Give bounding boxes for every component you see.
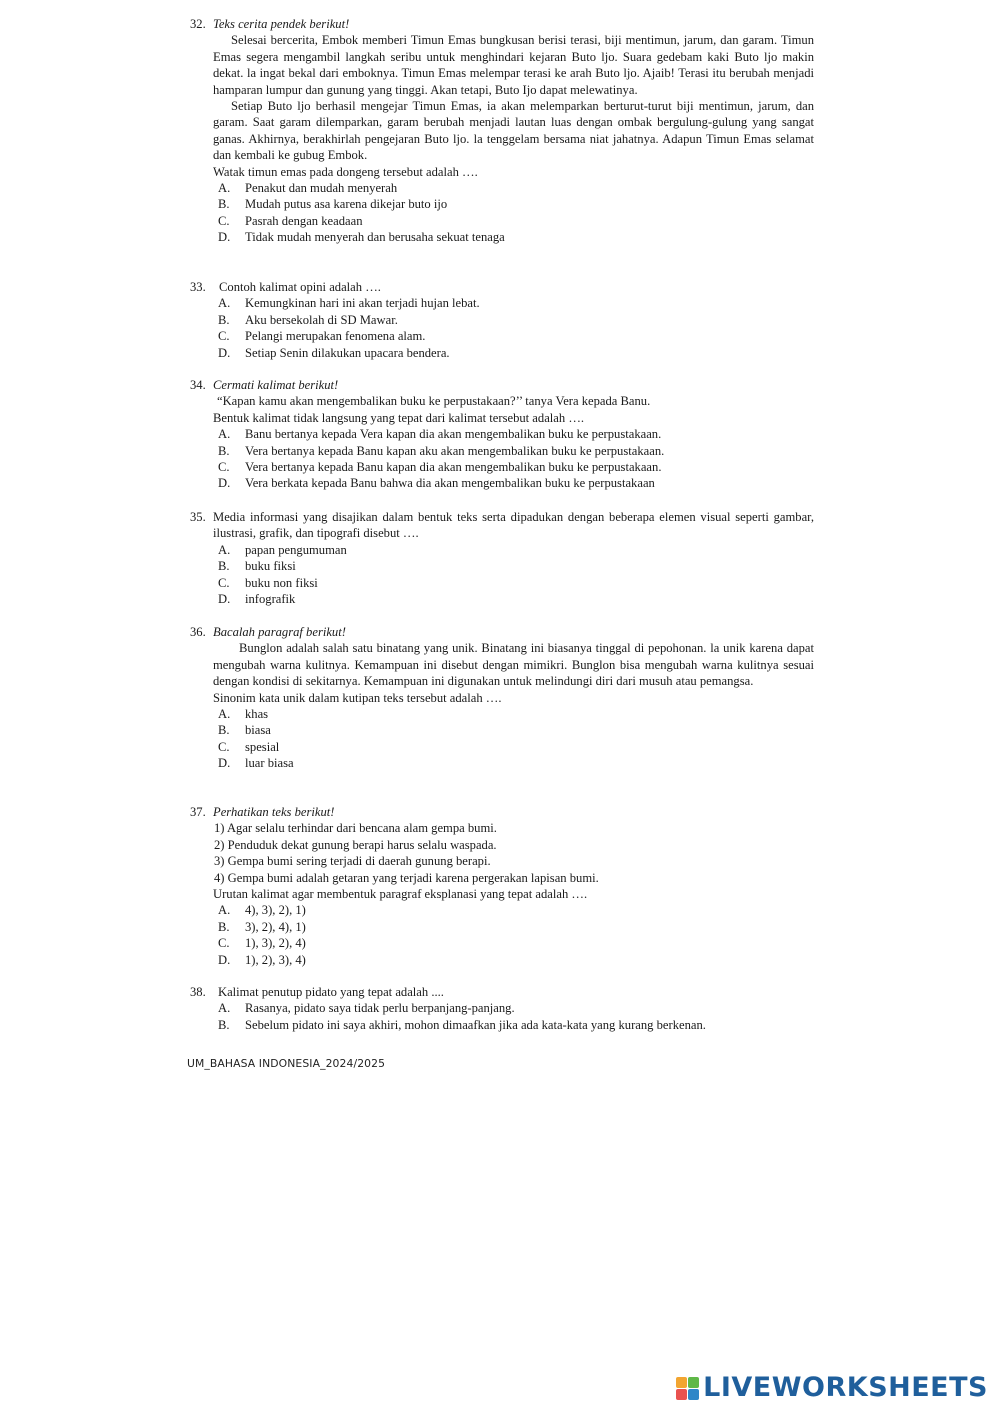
answer-option-a[interactable] <box>218 180 814 196</box>
option-text: Tidak mudah menyerah dan berusaha sekuat tenaga <box>245 230 505 245</box>
answer-option-b[interactable] <box>218 558 814 574</box>
option-letter: C. <box>218 329 230 344</box>
answer-option-a[interactable] <box>218 1000 814 1016</box>
option-letter: D. <box>218 592 231 607</box>
answer-option-b[interactable] <box>218 443 814 459</box>
option-text: Vera bertanya kepada Banu kapan dia akan mengembalikan buku ke perpustakaan. <box>245 460 662 475</box>
option-letter: D. <box>218 756 231 771</box>
story-paragraph-2: Setiap Buto ljo berhasil mengejar Timun Emas, ia akan melemparkan berturut-turut biji mentimun, jarum, dan garam. Saat garam dilemparkan, garam berubah menjadi lautan luas dengan ombak bergulung-gulung yang sangat ganas. Akhirnya, berakhirlah pengejaran Buto ljo. la tenggelam bersama niat jahatnya. Adapun Timun Emas selamat dan kembali ke gubug Embok. <box>213 99 814 163</box>
question-35 <box>190 509 814 607</box>
answer-option-d[interactable] <box>218 345 814 361</box>
answer-option-a[interactable] <box>218 426 814 442</box>
answer-options <box>218 1000 814 1033</box>
question-number: 33. <box>190 280 206 294</box>
question-instruction: Bacalah paragraf berikut! <box>213 625 346 639</box>
answer-option-c[interactable] <box>218 328 814 344</box>
option-text: papan pengumuman <box>245 542 347 557</box>
option-letter: B. <box>218 312 230 327</box>
answer-option-b[interactable] <box>218 312 814 328</box>
question-37-body <box>190 820 814 902</box>
answer-options <box>218 542 814 608</box>
answer-option-b[interactable] <box>218 919 814 935</box>
option-letter: B. <box>218 559 230 574</box>
sentence-item: 1) Agar selalu terhindar dari bencana alam gempa bumi. <box>214 821 497 836</box>
story-paragraph-1: Selesai bercerita, Embok memberi Timun Emas bungkusan berisi terasi, biji mentimun, jarum, dan garam. Timun Emas segera mengambil langkah seribu untuk menghindari kejaran Buto ljo. Suara gedebam kaki Buto ljo makin dekat. la ingat bekal dari emboknya. Timun Emas melempar terasi ke arah Buto ljo. Ajaib! Terasi itu berubah menjadi hamparan lumpur dan gunung yang tinggi. Akan tetapi, Buto Ijo dapat melewatinya. <box>213 33 814 97</box>
option-text: buku non fiksi <box>245 575 318 590</box>
question-33 <box>190 279 814 361</box>
option-letter: C. <box>218 213 230 228</box>
liveworksheets-logo <box>676 1372 988 1404</box>
option-text: buku fiksi <box>245 559 296 574</box>
question-32 <box>190 16 814 246</box>
option-text: Vera bertanya kepada Banu kapan aku akan mengembalikan buku ke perpustakaan. <box>245 443 665 458</box>
sentence-item: 3) Gempa bumi sering terjadi di daerah gunung berapi. <box>214 854 491 869</box>
question-36-body <box>190 640 814 706</box>
answer-option-a[interactable] <box>218 902 814 918</box>
option-text: Pasrah dengan keadaan <box>245 213 363 228</box>
question-text: Kalimat penutup pidato yang tepat adalah .... <box>218 985 444 999</box>
question-36-header <box>190 624 814 640</box>
question-34 <box>190 377 814 492</box>
liveworksheets-tiles-icon <box>676 1377 699 1400</box>
question-37-header <box>190 804 814 820</box>
answer-options <box>218 180 814 246</box>
document-footer: UM_BAHASA INDONESIA_2024/2025 <box>187 1057 386 1070</box>
question-number: 32. <box>190 17 206 31</box>
question-33-header <box>190 279 814 295</box>
option-letter: D. <box>218 345 231 360</box>
question-36 <box>190 624 814 772</box>
option-text: Aku bersekolah di SD Mawar. <box>245 312 398 327</box>
option-letter: B. <box>218 197 230 212</box>
sentence-item: 2) Penduduk dekat gunung berapi harus selalu waspada. <box>214 837 497 852</box>
logo-tile <box>688 1377 699 1388</box>
answer-option-d[interactable] <box>218 475 814 491</box>
question-34-body <box>190 393 814 426</box>
quoted-sentence: “Kapan kamu akan mengembalikan buku ke perpustakaan?’’ tanya Vera kepada Banu. <box>217 394 651 409</box>
option-text: khas <box>245 707 269 722</box>
answer-options <box>218 902 814 968</box>
answer-option-c[interactable] <box>218 459 814 475</box>
question-number: 38. <box>190 985 206 999</box>
option-letter: B. <box>218 723 230 738</box>
option-text: biasa <box>245 723 271 738</box>
option-text: 1), 2), 3), 4) <box>245 952 306 967</box>
question-38 <box>190 984 814 1033</box>
answer-option-a[interactable] <box>218 295 814 311</box>
question-instruction: Teks cerita pendek berikut! <box>213 17 350 31</box>
option-letter: A. <box>218 707 231 722</box>
question-text: Watak timun emas pada dongeng tersebut adalah …. <box>213 164 478 179</box>
logo-tile <box>676 1389 687 1400</box>
answer-option-d[interactable] <box>218 755 814 771</box>
question-37 <box>190 804 814 968</box>
option-letter: A. <box>218 542 231 557</box>
option-letter: C. <box>218 936 230 951</box>
question-instruction: Cermati kalimat berikut! <box>213 378 339 392</box>
option-text: Setiap Senin dilakukan upacara bendera. <box>245 345 450 360</box>
question-number: 34. <box>190 378 206 392</box>
question-34-header <box>190 377 814 393</box>
option-letter: C. <box>218 460 230 475</box>
answer-options <box>218 295 814 361</box>
answer-option-d[interactable] <box>218 952 814 968</box>
option-text: 4), 3), 2), 1) <box>245 903 306 918</box>
option-text: Penakut dan mudah menyerah <box>245 181 398 196</box>
question-text: Sinonim kata unik dalam kutipan teks tersebut adalah …. <box>213 690 502 705</box>
logo-tile <box>676 1377 687 1388</box>
option-letter: C. <box>218 575 230 590</box>
option-text: Kemungkinan hari ini akan terjadi hujan lebat. <box>245 296 480 311</box>
question-number: 37. <box>190 805 206 819</box>
question-32-header <box>190 16 814 32</box>
question-38-header <box>190 984 814 1000</box>
option-text: Vera berkata kepada Banu bahwa dia akan mengembalikan buku ke perpustakaan <box>245 476 655 491</box>
question-32-body <box>190 32 814 180</box>
option-text: Rasanya, pidato saya tidak perlu berpanjang-panjang. <box>245 1001 515 1016</box>
option-text: spesial <box>245 739 280 754</box>
question-text: Contoh kalimat opini adalah …. <box>219 280 381 294</box>
answer-option-a[interactable] <box>218 706 814 722</box>
question-text: Media informasi yang disajikan dalam bentuk teks serta dipadukan dengan beberapa elemen visual seperti gambar, ilustrasi, grafik, dan tipografi disebut …. <box>213 510 814 541</box>
answer-option-c[interactable] <box>218 213 814 229</box>
answer-option-b[interactable] <box>218 1017 753 1033</box>
option-letter: B. <box>218 919 230 934</box>
question-text: Urutan kalimat agar membentuk paragraf eksplanasi yang tepat adalah …. <box>213 887 588 902</box>
question-35-header <box>190 509 814 542</box>
option-letter: B. <box>218 1017 230 1032</box>
answer-option-c[interactable] <box>218 575 814 591</box>
question-instruction: Perhatikan teks berikut! <box>213 805 335 819</box>
answer-option-c[interactable] <box>218 739 814 755</box>
answer-option-d[interactable] <box>218 229 814 245</box>
option-letter: D. <box>218 952 231 967</box>
option-letter: B. <box>218 443 230 458</box>
sentence-list <box>214 820 814 886</box>
option-letter: A. <box>218 296 231 311</box>
option-letter: A. <box>218 903 231 918</box>
option-letter: D. <box>218 230 231 245</box>
option-letter: D. <box>218 476 231 491</box>
option-text: Sebelum pidato ini saya akhiri, mohon dimaafkan jika ada kata-kata yang kurang berkenan. <box>245 1017 706 1032</box>
question-number: 35. <box>190 510 206 524</box>
option-text: luar biasa <box>245 756 294 771</box>
logo-tile <box>688 1389 699 1400</box>
option-letter: A. <box>218 1001 231 1016</box>
answer-options <box>218 426 814 492</box>
option-text: Pelangi merupakan fenomena alam. <box>245 329 426 344</box>
answer-option-a[interactable] <box>218 542 814 558</box>
option-text: infografik <box>245 592 296 607</box>
option-text: 1), 3), 2), 4) <box>245 936 306 951</box>
sentence-item: 4) Gempa bumi adalah getaran yang terjadi karena pergerakan lapisan bumi. <box>214 870 599 885</box>
reading-paragraph: Bunglon adalah salah satu binatang yang unik. Binatang ini biasanya tinggal di pepohonan. la unik karena dapat mengubah warna kulitnya. Kemampuan ini disebut dengan mimikri. Bunglon bisa mengubah warna kulitnya sesuai dengan kondisi di sekitarnya. Kemampuan ini digunakan untuk melindungi diri dari musuh atau pemangsa. <box>213 641 814 689</box>
option-text: Banu bertanya kepada Vera kapan dia akan mengembalikan buku ke perpustakaan. <box>245 427 662 442</box>
question-number: 36. <box>190 625 206 639</box>
answer-option-b[interactable] <box>218 196 814 212</box>
option-letter: A. <box>218 181 231 196</box>
answer-option-c[interactable] <box>218 935 814 951</box>
answer-option-d[interactable] <box>218 591 814 607</box>
question-text: Bentuk kalimat tidak langsung yang tepat dari kalimat tersebut adalah …. <box>213 410 585 425</box>
logo-text: LIVEWORKSHEETS <box>703 1372 988 1404</box>
option-text: 3), 2), 4), 1) <box>245 919 306 934</box>
answer-option-b[interactable] <box>218 722 814 738</box>
option-letter: C. <box>218 739 230 754</box>
option-letter: A. <box>218 427 231 442</box>
option-text: Mudah putus asa karena dikejar buto ijo <box>245 197 448 212</box>
answer-options <box>218 706 814 772</box>
